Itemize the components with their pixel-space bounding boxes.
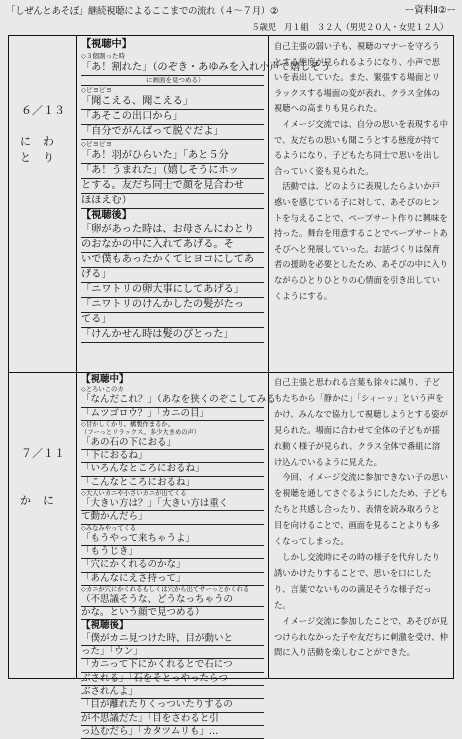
reaction-line: が不思議だた」「目をさわると引 bbox=[81, 713, 264, 726]
reaction-line: 「カニって下にかくれるとで石につ bbox=[81, 659, 264, 672]
reaction-line: （フーっとリラックス。多少大きめの声） bbox=[81, 428, 201, 436]
date-label: ６／１３ bbox=[21, 104, 65, 117]
reaction-line: いで僕もあったかくてヒヨコにしてあ bbox=[81, 253, 264, 268]
reaction-line: 「もうやって来ちゃうよ」 bbox=[81, 533, 264, 546]
reaction-line: 「あ！割れた」（のぞき・あゆみを入れ小声で嬉しそう bbox=[81, 61, 264, 76]
reaction-line: ◇甘かしくかり。構製作まるか。 bbox=[81, 420, 174, 428]
note-paragraph: 今回、イメージ交流に参加できない子の思いを視聴を通してさぐるようにしたため、子どもたちと共感し合ったり、表情を読み取ろうと目を向けることで、画面を見ることよりも多くなってしまった。 bbox=[274, 472, 448, 547]
children-reactions bbox=[77, 372, 276, 737]
reaction-line: 「目が離れたりくっついたりするの bbox=[81, 699, 264, 712]
reaction-line: 「大きい方は？」「大きい方は重く bbox=[81, 498, 264, 511]
reaction-line: 「いろんなところにおるね」 bbox=[81, 463, 264, 476]
children-reactions bbox=[77, 36, 331, 372]
table-row bbox=[9, 372, 453, 737]
animal-label: かに bbox=[20, 494, 66, 507]
reaction-line: った」「ウン」 bbox=[81, 646, 264, 659]
document-title: 「しぜんとあそぼ」継続視聴によるここまでの流れ（４〜７月）② bbox=[6, 6, 279, 17]
reaction-line: げる」 bbox=[81, 268, 264, 283]
section-heading: 【視聴後】 bbox=[81, 210, 132, 221]
reaction-line: 「あんなにえさ持って」 bbox=[81, 573, 264, 586]
teacher-notes bbox=[269, 36, 453, 372]
reaction-line: 「あそこの出口から」 bbox=[81, 110, 264, 125]
reaction-line: 「ニワトリのけんかしたの髪がたっ bbox=[81, 298, 264, 313]
teacher-notes bbox=[269, 372, 453, 678]
reaction-line: 「なんだこれ？」（あなを狭くのぞこしてみる bbox=[81, 394, 264, 407]
document-tag: ー資料Ⅱ②ー bbox=[404, 5, 456, 16]
reaction-line: 「けんかせん時は髪のぴとった」 bbox=[81, 328, 264, 343]
reaction-line: 「卵があった時は、お母さんにわとり bbox=[81, 223, 264, 238]
reaction-line: ◇カニが穴にかくれるもしくは穴から出てサーっとかくれる bbox=[81, 585, 250, 593]
date-cell bbox=[9, 36, 77, 372]
reaction-line: ◇みなみやってくる bbox=[81, 524, 137, 532]
section-heading: 【視聴中】 bbox=[81, 39, 132, 50]
note-paragraph: しかし交流時にその時の様子を代弁したり誘いかけたりすることで、思いを口にしたり、言葉でないものの満足そうな様子だった。 bbox=[274, 551, 440, 610]
note-paragraph: イメージ交流では、自分の思いを表現する中で、友だちの思いも聞こうとする態度が持てるようになり、子どもたち同士で思いを出し合っていく姿も見られた。 bbox=[274, 118, 448, 176]
reaction-line: 「もうじき」 bbox=[81, 546, 264, 559]
reaction-line: てる」 bbox=[81, 313, 264, 328]
reaction-line: て動かんだら」 bbox=[81, 511, 264, 524]
animal-label: にわとり bbox=[20, 135, 66, 164]
reaction-line: 「自分でがんばって脱ぐだよ」 bbox=[81, 125, 264, 140]
reaction-line: ぶされんよ」 bbox=[81, 686, 264, 699]
reaction-line: かな。という顔で見つめる） bbox=[81, 607, 264, 620]
reaction-line: 「こんなところにおるね」 bbox=[81, 477, 264, 490]
reaction-line: 「ムツゴロウ？」「カニの目」 bbox=[81, 408, 264, 421]
reaction-line: のおなかの中に入れてあげる。そ bbox=[81, 238, 264, 253]
reaction-line: （不思議そうな、どうなっちゃうの bbox=[81, 594, 264, 607]
date-cell bbox=[9, 372, 77, 678]
reaction-line: 「ニワトリの卵大事にしてあげる」 bbox=[81, 283, 264, 298]
reaction-line: ◇とろいこのカ bbox=[81, 386, 124, 394]
reaction-line: ◇大人いカニや小さいカニが出てくる bbox=[81, 490, 187, 498]
class-info: ５歳児 月１組 ３２人（男児２０人・女児１２人） bbox=[251, 23, 448, 33]
reaction-line: ◇ピヨピヨ bbox=[81, 140, 112, 148]
record-table bbox=[8, 35, 454, 737]
section-heading: 【視聴後】 bbox=[81, 620, 129, 632]
reaction-line: ◇ピヨピヨ bbox=[81, 86, 112, 94]
table-row bbox=[9, 36, 453, 373]
reaction-line: 「聞こえる、聞こえる」 bbox=[81, 95, 264, 110]
note-paragraph: 活動では、どのように表現したらよいか戸惑いを感じている子に対して、あそびのヒントを与えることで、ペープサート作りに興味を持った。舞台を用意することでペープサートあそびへと発展していった。お話づくりは保育者の援助を必要としたため、あそびの中に入りながらひとりひとりの心情面を引き出していくようにする。 bbox=[274, 181, 448, 301]
reaction-line: 「僕がカニ見つけた時、目が動いと bbox=[81, 633, 264, 646]
note-paragraph: イメージ交流に参加したことで、あそびが見つけられなかった子や友だちに刺激を受け、仲間に入り活動を楽しむことができた。 bbox=[274, 615, 448, 658]
note-paragraph: 自己主張と思われる言葉も徐々に減り、子どもたちから「静かに」「シィーッ」という声をかけ、みんなで協力して視聴しようとする姿が見られた。場面に合わせて全体の子どもが揺れ動く様子が見られ、クラス全体で番組に溶け込んでいるように見えた。 bbox=[274, 377, 448, 467]
date-label: ７／１１ bbox=[21, 447, 65, 460]
reaction-line: 「あ！うまれた」（嬉しそうにホッ bbox=[81, 164, 264, 179]
reaction-line: ◇３個割った時 bbox=[81, 52, 125, 60]
reaction-line: 「あの石の下におる」 bbox=[81, 437, 264, 450]
section-heading: 【視聴中】 bbox=[81, 374, 129, 385]
reaction-line: 「下におるね」 bbox=[81, 450, 264, 463]
note-paragraph: 自己主張の弱い子も、視聴のマナーを守ろうとする態度が見られるようになり、小声で思いを表出していた。また、緊張する場面とリラックスする場面の変が表れ、クラス全体の視聴への高まりも見られた。 bbox=[274, 41, 440, 114]
reaction-line: ほほえむ） bbox=[81, 194, 264, 209]
reaction-line: 「穴にかくれるのかな」 bbox=[81, 559, 264, 572]
reaction-line: 「あ！羽がひらいた」「あと５分 bbox=[81, 149, 264, 164]
reaction-line: ぶされる」「石をそとっやったらつ bbox=[81, 673, 264, 686]
reaction-line: に画面を見つめる） bbox=[81, 76, 264, 86]
reaction-line: とする。友だち同士で顔を見合わせ bbox=[81, 179, 264, 194]
reaction-line: っ込むだら」「カタツムリも」… bbox=[81, 726, 264, 739]
